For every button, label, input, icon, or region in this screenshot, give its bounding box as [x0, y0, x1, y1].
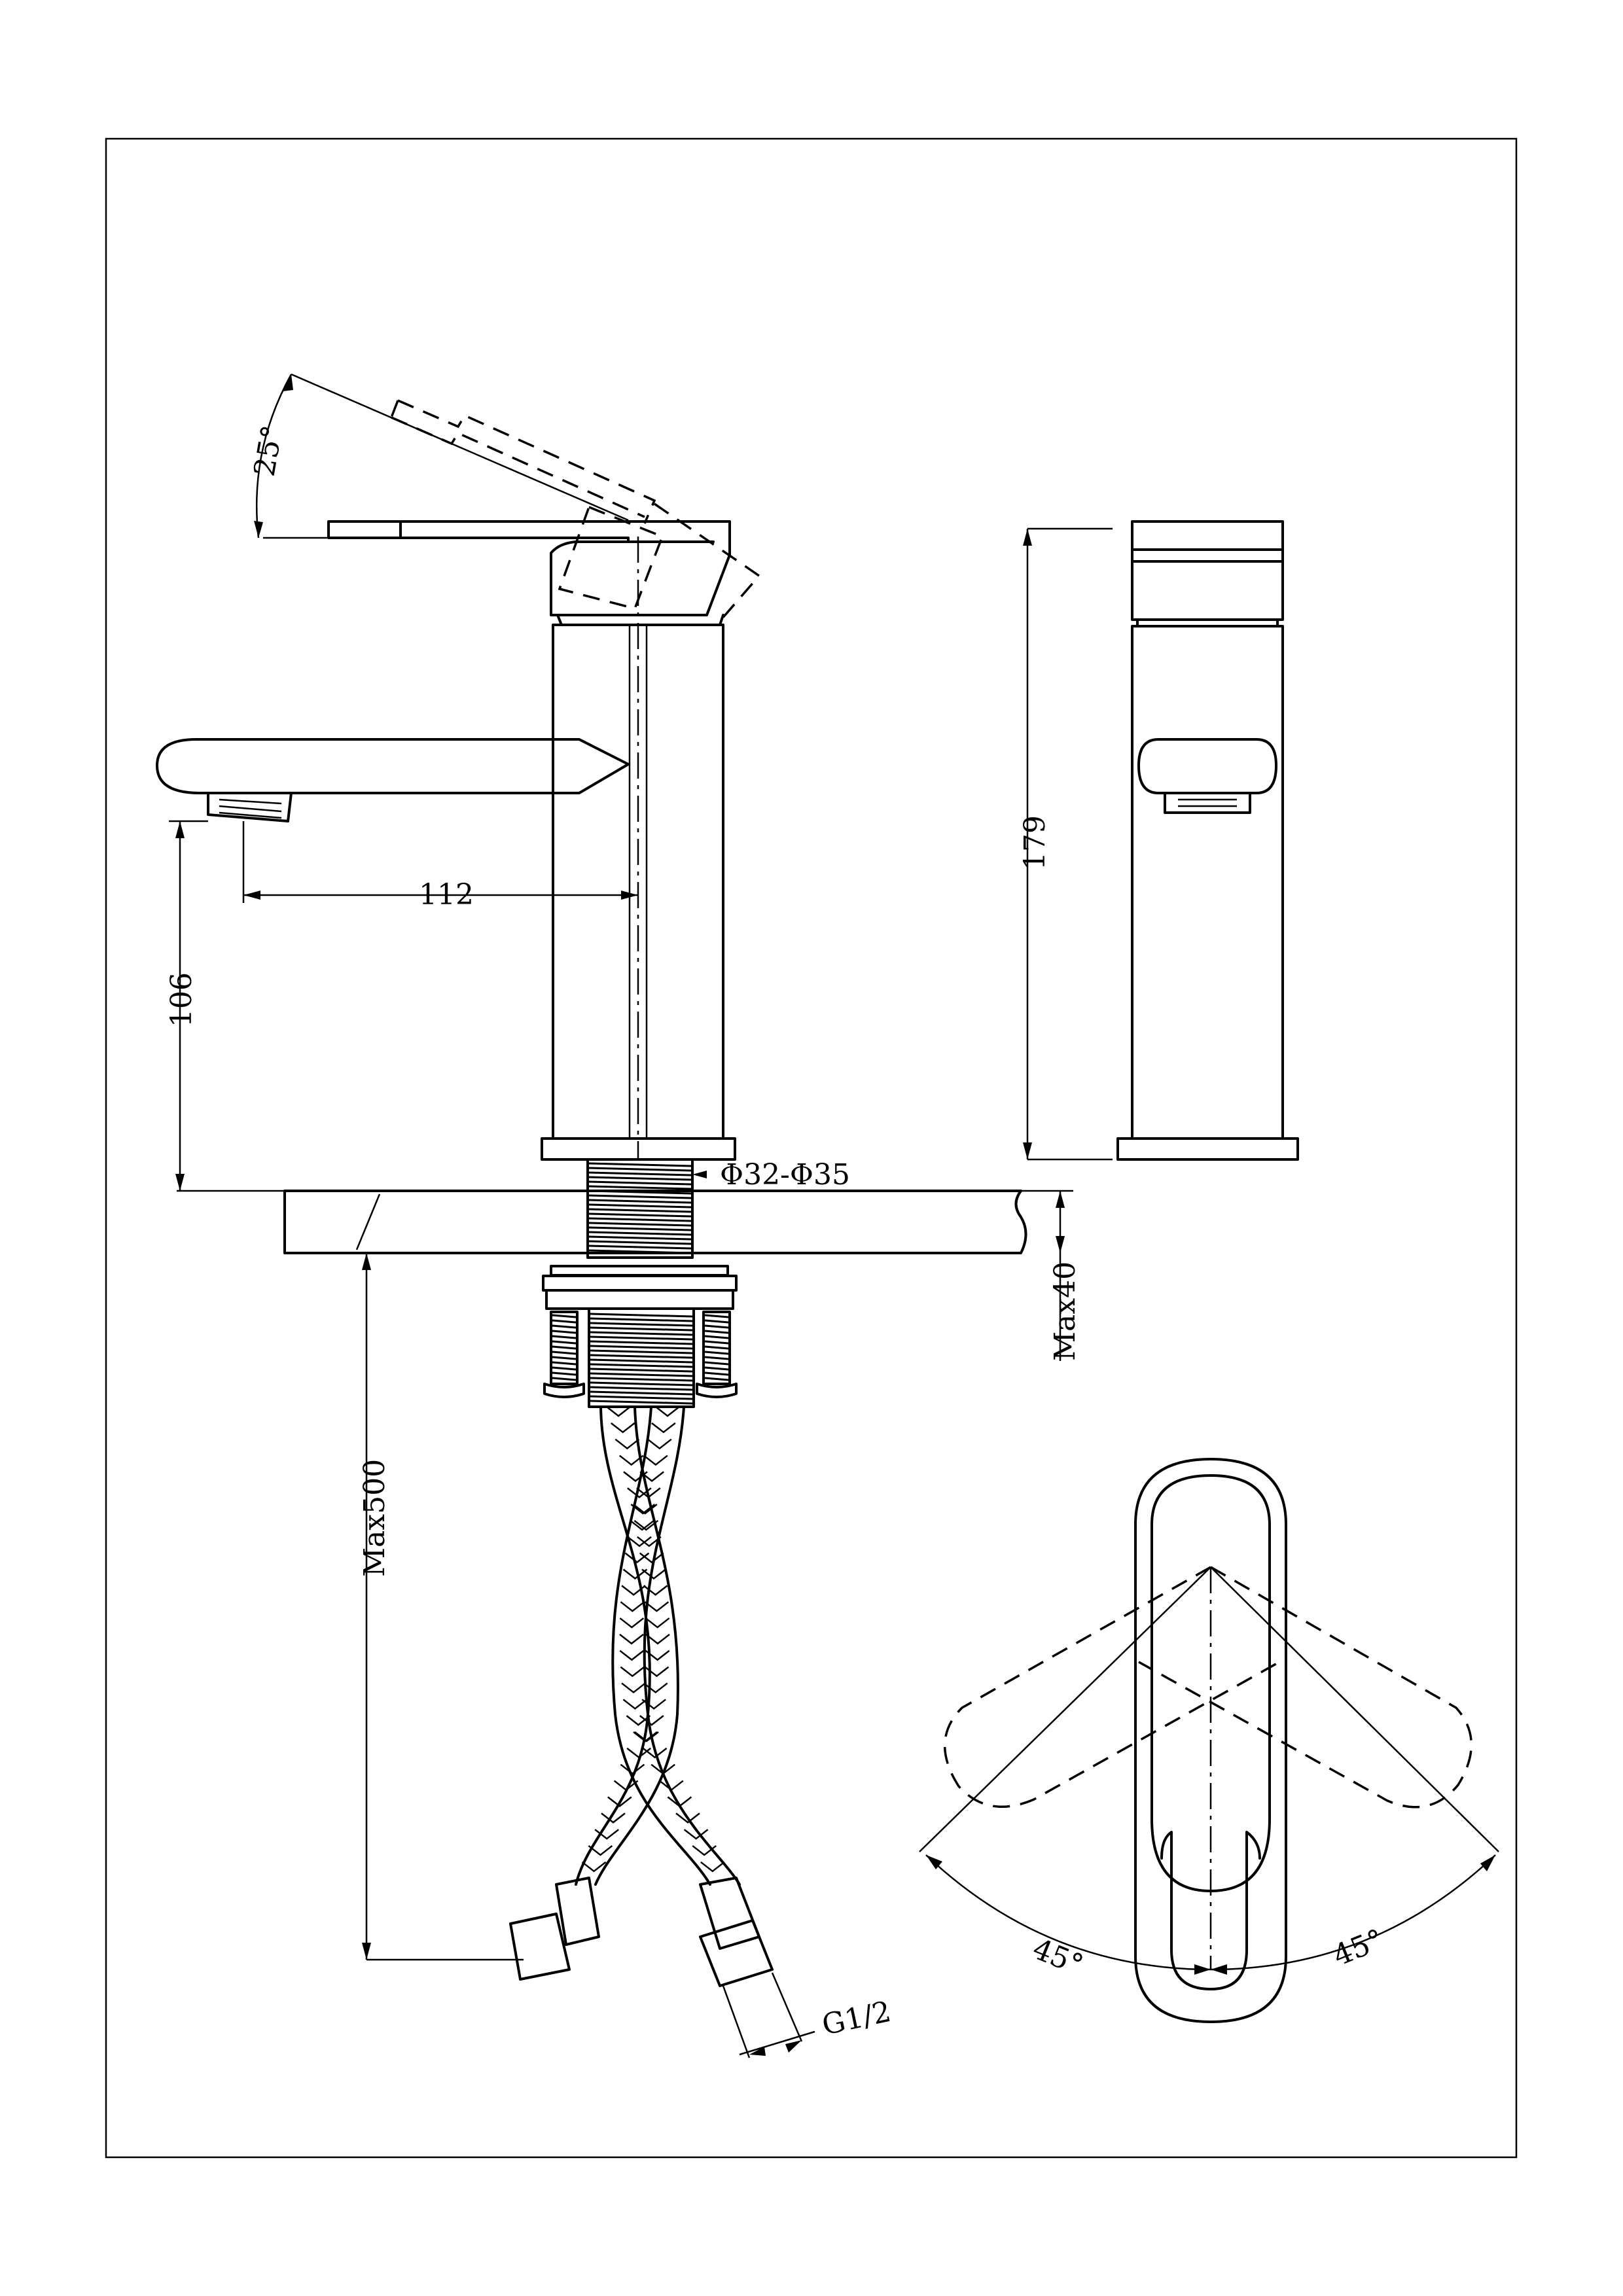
- thread-line: [552, 1352, 576, 1354]
- thread-line: [552, 1357, 576, 1359]
- braid-mark: [646, 1618, 669, 1627]
- spout-end-profile: [1139, 739, 1276, 793]
- thread-line: [552, 1331, 576, 1333]
- braid-mark: [620, 1765, 644, 1774]
- thread-line: [590, 1351, 692, 1353]
- thread-line: [590, 1332, 692, 1335]
- thread-line: [589, 1200, 691, 1203]
- thread-line: [705, 1373, 728, 1375]
- braid-mark: [620, 1618, 643, 1627]
- thread-size-label: G1/2: [819, 1994, 894, 2042]
- reach-label: 112: [419, 878, 474, 911]
- thread-line: [590, 1328, 692, 1330]
- thread-line: [705, 1352, 728, 1354]
- profile-view: [1018, 521, 1298, 1159]
- thread-line: [589, 1205, 691, 1207]
- thread-line: [589, 1177, 691, 1180]
- thread-line: [589, 1223, 691, 1226]
- angle-label: 25°: [247, 423, 290, 479]
- thread-line: [590, 1337, 692, 1339]
- thread-line: [705, 1336, 728, 1338]
- braid-mark: [644, 1456, 668, 1465]
- drawing-frame: [106, 139, 1516, 2157]
- lever-open-position: [391, 400, 759, 625]
- thread-line: [552, 1368, 576, 1369]
- thread-line: [590, 1355, 692, 1358]
- thread-line: [705, 1326, 728, 1328]
- flexible-hoses: [510, 1407, 772, 1986]
- braid-mark: [607, 1407, 630, 1416]
- thread-line: [589, 1182, 691, 1184]
- thread-line: [589, 1163, 691, 1166]
- thread-line: [552, 1373, 576, 1375]
- thread-line: [589, 1173, 691, 1175]
- lever-rotated-positions: [945, 1567, 1472, 1807]
- thread-line: [552, 1336, 576, 1338]
- thread-line: [590, 1360, 692, 1362]
- thread-line: [589, 1246, 691, 1248]
- thread-line: [589, 1232, 691, 1235]
- braid-mark: [620, 1602, 644, 1611]
- thread-line: [590, 1323, 692, 1326]
- thread-line: [590, 1383, 692, 1385]
- thread-line: [705, 1378, 728, 1380]
- braid-mark: [620, 1634, 643, 1644]
- braid-mark: [622, 1683, 645, 1692]
- thread-line: [552, 1326, 576, 1328]
- rotation-left-label: 45°: [1027, 1932, 1088, 1983]
- thread-line: [589, 1209, 691, 1212]
- thread-line: [590, 1314, 692, 1316]
- lever-handle: [329, 521, 730, 615]
- hole-diameter-label: Φ32-Φ35: [720, 1158, 850, 1192]
- braid-mark: [644, 1683, 668, 1692]
- thread-line: [705, 1357, 728, 1359]
- thread-line: [589, 1214, 691, 1216]
- braid-mark: [656, 1407, 679, 1416]
- deck-thickness-dimension: [1048, 1191, 1082, 1361]
- thread-line: [705, 1347, 728, 1349]
- braid-mark: [611, 1423, 635, 1432]
- thread-line: [705, 1315, 728, 1317]
- deck-thickness-label: Max40: [1048, 1261, 1082, 1361]
- spout: [157, 739, 628, 793]
- thread-line: [590, 1318, 692, 1321]
- reach-dimension-112: [243, 821, 638, 911]
- height-dimension-106: [165, 821, 208, 1191]
- thread-line: [589, 1241, 691, 1244]
- thread-line: [552, 1315, 576, 1317]
- spout-height-label: 106: [165, 972, 198, 1027]
- thread-line: [590, 1401, 692, 1404]
- thread-line: [590, 1346, 692, 1349]
- thread-line: [552, 1320, 576, 1322]
- thread-line: [590, 1387, 692, 1390]
- thread-line: [590, 1341, 692, 1344]
- thread-line: [589, 1237, 691, 1239]
- braid-mark: [701, 1862, 724, 1871]
- braid-mark: [627, 1748, 651, 1757]
- thread-line: [705, 1362, 728, 1364]
- mounting-nut: [543, 1266, 736, 1407]
- total-height-label: 179: [1018, 815, 1052, 870]
- braid-mark: [630, 1521, 654, 1530]
- thread-line: [590, 1373, 692, 1376]
- thread-line: [590, 1392, 692, 1394]
- braid-mark: [620, 1667, 644, 1676]
- thread-line: [705, 1331, 728, 1333]
- top-view: [919, 1459, 1499, 2022]
- thread-line: [552, 1362, 576, 1364]
- thread-line: [589, 1227, 691, 1230]
- thread-line: [705, 1320, 728, 1322]
- thread-line: [590, 1378, 692, 1381]
- braid-mark: [620, 1651, 643, 1660]
- braid-mark: [652, 1423, 675, 1432]
- hose-length-dimension: [358, 1253, 524, 1960]
- thread-line: [705, 1341, 728, 1343]
- thread-size-dimension: [723, 1973, 894, 2058]
- thread-line: [590, 1396, 692, 1399]
- thread-line: [590, 1364, 692, 1367]
- thread-line: [589, 1186, 691, 1189]
- rotation-right-label: 45°: [1329, 1922, 1389, 1973]
- thread-line: [552, 1378, 576, 1380]
- thread-line: [590, 1369, 692, 1371]
- hose-length-label: Max500: [358, 1458, 391, 1577]
- thread-line: [589, 1168, 691, 1171]
- thread-line: [705, 1368, 728, 1369]
- threaded-shank: [588, 1159, 692, 1258]
- thread-line: [552, 1341, 576, 1343]
- thread-line: [589, 1195, 691, 1198]
- thread-line: [589, 1218, 691, 1221]
- thread-line: [552, 1347, 576, 1349]
- side-view: [157, 374, 1082, 2058]
- angle-dimension-25: [248, 374, 628, 538]
- braid-mark: [648, 1439, 671, 1449]
- braid-mark: [615, 1439, 639, 1449]
